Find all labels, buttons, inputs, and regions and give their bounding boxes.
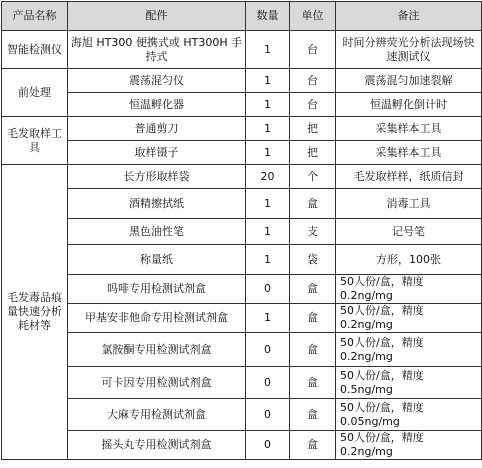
qty-cell: 1 [246, 69, 290, 93]
unit-cell: 台 [290, 31, 336, 69]
table-row [2, 275, 482, 304]
note-cell: 消毒工具 [336, 189, 482, 219]
note-cell: 毛发取样样，纸质信封 [336, 165, 482, 189]
note-cell: 时间分辨荧光分析法现场快速测试仪 [336, 31, 482, 69]
part-cell: 氯胺酮专用检测试剂盒 [68, 333, 246, 367]
table-row [2, 304, 482, 333]
table-row [2, 189, 482, 219]
part-cell: 海旭 HT300 便携式或 HT300H 手持式 [68, 31, 246, 69]
qty-cell: 1 [246, 245, 290, 275]
part-cell: 恒温孵化器 [68, 93, 246, 117]
product-cell: 前处理 [2, 69, 68, 117]
product-cell: 毛发毒品痕量快速分析耗材等 [2, 165, 68, 460]
part-cell: 甲基安非他命专用检测试剂盒 [68, 304, 246, 333]
note-cell: 50人份/盒，精度 0.5ng/mg [336, 367, 482, 399]
unit-cell: 把 [290, 141, 336, 165]
note-cell: 采集样本工具 [336, 117, 482, 141]
note-cell: 震荡混匀加速裂解 [336, 69, 482, 93]
table-row [2, 117, 482, 141]
qty-cell: 1 [246, 219, 290, 245]
note-cell: 记号笔 [336, 219, 482, 245]
unit-cell: 个 [290, 165, 336, 189]
qty-cell: 20 [246, 165, 290, 189]
qty-cell: 1 [246, 141, 290, 165]
table-row [2, 141, 482, 165]
product-cell: 智能检测仪 [2, 31, 68, 69]
table-row [2, 165, 482, 189]
part-cell: 摇头丸专用检测试剂盒 [68, 431, 246, 460]
note-cell: 50人份/盒，精度 0.2ng/mg [336, 431, 482, 460]
table-row [2, 399, 482, 431]
header-qty: 数量 [246, 2, 290, 31]
unit-cell: 把 [290, 117, 336, 141]
unit-cell: 台 [290, 69, 336, 93]
product-cell: 毛发取样工具 [2, 117, 68, 165]
part-cell: 可卡因专用检测试剂盒 [68, 367, 246, 399]
unit-cell: 盒 [290, 431, 336, 460]
header-product: 产品名称 [2, 2, 68, 31]
qty-cell: 0 [246, 399, 290, 431]
unit-cell: 盒 [290, 367, 336, 399]
header-unit: 单位 [290, 2, 336, 31]
header-note: 备注 [336, 2, 482, 31]
note-cell: 50人份/盒，精度 0.05ng/mg [336, 399, 482, 431]
qty-cell: 0 [246, 333, 290, 367]
note-cell: 采集样本工具 [336, 141, 482, 165]
note-cell: 50人份/盒，精度 0.2ng/mg [336, 333, 482, 367]
table-row [2, 367, 482, 399]
qty-cell: 0 [246, 367, 290, 399]
part-cell: 酒精擦拭纸 [68, 189, 246, 219]
part-cell: 吗啡专用检测试剂盒 [68, 275, 246, 304]
table-row [2, 31, 482, 69]
part-cell: 震荡混匀仪 [68, 69, 246, 93]
note-cell: 50人份/盒，精度 0.2ng/mg [336, 304, 482, 333]
qty-cell: 0 [246, 431, 290, 460]
unit-cell: 盒 [290, 275, 336, 304]
note-cell: 恒温孵化倒计时 [336, 93, 482, 117]
qty-cell: 1 [246, 93, 290, 117]
header-part: 配件 [68, 2, 246, 31]
table-row [2, 333, 482, 367]
part-cell: 大麻专用检测试剂盒 [68, 399, 246, 431]
note-cell: 50人份/盒，精度 0.2ng/mg [336, 275, 482, 304]
part-cell: 称量纸 [68, 245, 246, 275]
unit-cell: 支 [290, 219, 336, 245]
table-row [2, 245, 482, 275]
part-cell: 黑色油性笔 [68, 219, 246, 245]
table-row [2, 431, 482, 460]
unit-cell: 袋 [290, 245, 336, 275]
unit-cell: 盒 [290, 304, 336, 333]
qty-cell: 1 [246, 304, 290, 333]
part-cell: 普通剪刀 [68, 117, 246, 141]
qty-cell: 1 [246, 31, 290, 69]
part-cell: 长方形取样袋 [68, 165, 246, 189]
table-row [2, 93, 482, 117]
header-row [2, 2, 482, 31]
unit-cell: 盒 [290, 333, 336, 367]
table-row [2, 219, 482, 245]
unit-cell: 台 [290, 93, 336, 117]
accessory-table [1, 1, 482, 460]
table-row [2, 69, 482, 93]
qty-cell: 0 [246, 275, 290, 304]
qty-cell: 1 [246, 189, 290, 219]
qty-cell: 1 [246, 117, 290, 141]
unit-cell: 盒 [290, 189, 336, 219]
note-cell: 方形，100张 [336, 245, 482, 275]
part-cell: 取样镊子 [68, 141, 246, 165]
unit-cell: 盒 [290, 399, 336, 431]
